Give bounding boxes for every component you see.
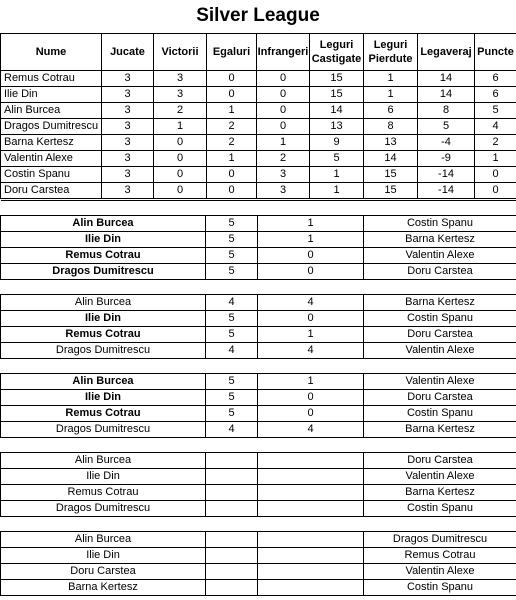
standings-cell-losses: 0 [257, 103, 310, 119]
standings-cell-won: 9 [310, 135, 364, 151]
separator-cell [364, 280, 516, 295]
standings-cell-losses: 3 [257, 167, 310, 183]
separator-cell [364, 359, 516, 374]
separator-cell [1, 438, 206, 453]
match-row [1, 216, 516, 232]
match-home-player: Dragos Dumitrescu [1, 343, 206, 359]
match-home-score [206, 453, 258, 469]
separator-cell [206, 280, 258, 295]
match-home-player: Remus Cotrau [1, 327, 206, 343]
separator-cell [1, 517, 206, 532]
standings-cell-wins: 0 [154, 167, 207, 183]
match-row [1, 469, 516, 485]
match-row [1, 311, 516, 327]
match-row [1, 343, 516, 359]
standings-row [1, 151, 516, 167]
header-jucate: Jucate [102, 34, 154, 71]
standings-cell-points: 0 [475, 183, 516, 199]
match-home-score: 5 [206, 374, 258, 390]
match-row [1, 264, 516, 280]
matches-table [0, 200, 516, 596]
match-home-player: Dragos Dumitrescu [1, 501, 206, 517]
match-row [1, 501, 516, 517]
match-away-score: 0 [258, 264, 364, 280]
standings-cell-losses: 3 [257, 183, 310, 199]
match-home-score: 5 [206, 390, 258, 406]
standings-cell-diff: 8 [418, 103, 475, 119]
standings-cell-diff: 5 [418, 119, 475, 135]
match-away-player: Costin Spanu [364, 501, 516, 517]
match-home-player: Barna Kertesz [1, 580, 206, 596]
standings-cell-played: 3 [102, 135, 154, 151]
match-away-player: Doru Carstea [364, 390, 516, 406]
header-legaveraj: Legaveraj [418, 34, 475, 71]
match-away-score [258, 469, 364, 485]
separator-cell [258, 438, 364, 453]
match-home-score: 5 [206, 264, 258, 280]
match-home-player: Ilie Din [1, 390, 206, 406]
standings-cell-draws: 1 [207, 151, 257, 167]
standings-cell-played: 3 [102, 71, 154, 87]
standings-cell-points: 0 [475, 167, 516, 183]
separator-cell [1, 280, 206, 295]
standings-cell-won: 1 [310, 167, 364, 183]
match-home-score: 4 [206, 422, 258, 438]
standings-cell-wins: 0 [154, 135, 207, 151]
standings-row [1, 87, 516, 103]
standings-cell-losses: 0 [257, 71, 310, 87]
match-home-player: Alin Burcea [1, 216, 206, 232]
standings-cell-name: Dragos Dumitrescu [1, 119, 102, 135]
standings-cell-diff: -14 [418, 183, 475, 199]
match-home-score [206, 532, 258, 548]
standings-cell-played: 3 [102, 87, 154, 103]
standings-cell-played: 3 [102, 167, 154, 183]
round-separator [1, 438, 516, 453]
standings-cell-played: 3 [102, 151, 154, 167]
standings-cell-name: Ilie Din [1, 87, 102, 103]
standings-cell-draws: 1 [207, 103, 257, 119]
match-home-player: Alin Burcea [1, 374, 206, 390]
match-home-player: Ilie Din [1, 311, 206, 327]
match-away-player: Doru Carstea [364, 453, 516, 469]
match-home-score: 5 [206, 406, 258, 422]
match-home-player: Ilie Din [1, 548, 206, 564]
standings-cell-won: 1 [310, 183, 364, 199]
match-home-player: Remus Cotrau [1, 485, 206, 501]
standings-cell-draws: 0 [207, 71, 257, 87]
standings-cell-lost: 14 [364, 151, 418, 167]
match-row [1, 485, 516, 501]
separator-cell [258, 280, 364, 295]
match-home-score [206, 580, 258, 596]
standings-cell-points: 1 [475, 151, 516, 167]
standings-cell-name: Alin Burcea [1, 103, 102, 119]
standings-cell-points: 5 [475, 103, 516, 119]
match-home-score: 5 [206, 327, 258, 343]
match-away-score [258, 453, 364, 469]
match-away-player: Costin Spanu [364, 406, 516, 422]
separator-cell [206, 359, 258, 374]
standings-cell-draws: 0 [207, 183, 257, 199]
separator-cell [206, 201, 258, 216]
match-away-player: Remus Cotrau [364, 548, 516, 564]
match-home-score: 5 [206, 216, 258, 232]
match-away-player: Dragos Dumitrescu [364, 532, 516, 548]
sheet-title: Silver League [196, 5, 320, 26]
match-away-score: 1 [258, 374, 364, 390]
match-away-score: 0 [258, 390, 364, 406]
standings-cell-draws: 2 [207, 119, 257, 135]
match-away-score [258, 580, 364, 596]
separator-cell [1, 201, 206, 216]
round-separator [1, 359, 516, 374]
standings-cell-lost: 13 [364, 135, 418, 151]
standings-cell-name: Valentin Alexe [1, 151, 102, 167]
match-home-score: 4 [206, 343, 258, 359]
match-away-score [258, 564, 364, 580]
match-home-score: 5 [206, 248, 258, 264]
match-away-player: Valentin Alexe [364, 248, 516, 264]
match-away-player: Valentin Alexe [364, 564, 516, 580]
standings-cell-draws: 0 [207, 167, 257, 183]
match-home-player: Remus Cotrau [1, 406, 206, 422]
match-away-player: Barna Kertesz [364, 295, 516, 311]
separator-cell [364, 201, 516, 216]
match-away-score: 1 [258, 216, 364, 232]
standings-cell-points: 2 [475, 135, 516, 151]
round-separator [1, 201, 516, 216]
standings-cell-lost: 15 [364, 167, 418, 183]
match-away-score: 4 [258, 343, 364, 359]
match-away-player: Valentin Alexe [364, 469, 516, 485]
match-row [1, 406, 516, 422]
standings-cell-losses: 0 [257, 119, 310, 135]
match-away-score: 0 [258, 248, 364, 264]
match-home-player: Alin Burcea [1, 295, 206, 311]
match-row [1, 390, 516, 406]
match-away-player: Costin Spanu [364, 311, 516, 327]
match-away-score: 1 [258, 232, 364, 248]
match-home-score [206, 485, 258, 501]
match-row [1, 532, 516, 548]
standings-cell-wins: 3 [154, 71, 207, 87]
match-row [1, 580, 516, 596]
match-home-player: Ilie Din [1, 232, 206, 248]
round-separator [1, 280, 516, 295]
match-home-score [206, 548, 258, 564]
match-home-player: Dragos Dumitrescu [1, 264, 206, 280]
match-row [1, 295, 516, 311]
header-nume: Nume [1, 34, 102, 71]
separator-cell [258, 359, 364, 374]
match-home-player: Alin Burcea [1, 453, 206, 469]
header-puncte: Puncte [475, 34, 516, 71]
standings-cell-wins: 0 [154, 183, 207, 199]
match-away-player: Doru Carstea [364, 264, 516, 280]
match-away-player: Barna Kertesz [364, 485, 516, 501]
header-infrangeri: Infrangeri [257, 34, 310, 71]
match-away-player: Doru Carstea [364, 327, 516, 343]
match-home-score: 5 [206, 232, 258, 248]
match-home-player: Alin Burcea [1, 532, 206, 548]
match-home-score [206, 564, 258, 580]
standings-cell-draws: 2 [207, 135, 257, 151]
standings-cell-points: 6 [475, 71, 516, 87]
standings-cell-diff: -14 [418, 167, 475, 183]
match-away-player: Valentin Alexe [364, 374, 516, 390]
match-away-score: 0 [258, 311, 364, 327]
separator-cell [258, 517, 364, 532]
match-away-score [258, 501, 364, 517]
separator-cell [206, 438, 258, 453]
match-row [1, 422, 516, 438]
header-egaluri: Egaluri [207, 34, 257, 71]
separator-cell [1, 359, 206, 374]
standings-cell-played: 3 [102, 103, 154, 119]
standings-cell-diff: 14 [418, 71, 475, 87]
match-home-player: Ilie Din [1, 469, 206, 485]
match-home-player: Remus Cotrau [1, 248, 206, 264]
match-row [1, 548, 516, 564]
standings-cell-draws: 0 [207, 87, 257, 103]
match-home-player: Doru Carstea [1, 564, 206, 580]
standings-cell-lost: 1 [364, 71, 418, 87]
standings-row [1, 167, 516, 183]
separator-cell [364, 438, 516, 453]
match-away-player: Valentin Alexe [364, 343, 516, 359]
separator-cell [364, 517, 516, 532]
standings-cell-lost: 1 [364, 87, 418, 103]
standings-cell-wins: 3 [154, 87, 207, 103]
match-home-score [206, 501, 258, 517]
standings-cell-won: 13 [310, 119, 364, 135]
match-row [1, 453, 516, 469]
standings-cell-lost: 8 [364, 119, 418, 135]
header-victorii: Victorii [154, 34, 207, 71]
match-away-score: 4 [258, 295, 364, 311]
standings-cell-points: 4 [475, 119, 516, 135]
standings-row [1, 119, 516, 135]
match-row [1, 232, 516, 248]
match-home-score: 4 [206, 295, 258, 311]
standings-cell-diff: 14 [418, 87, 475, 103]
standings-cell-losses: 0 [257, 87, 310, 103]
standings-row [1, 183, 516, 199]
standings-cell-name: Remus Cotrau [1, 71, 102, 87]
match-home-player: Dragos Dumitrescu [1, 422, 206, 438]
match-away-player: Costin Spanu [364, 216, 516, 232]
header-leguri-pierdute: Leguri Pierdute [364, 34, 418, 71]
match-away-score: 4 [258, 422, 364, 438]
standings-row [1, 103, 516, 119]
standings-header-row [1, 34, 516, 71]
standings-cell-name: Barna Kertesz [1, 135, 102, 151]
match-away-score: 1 [258, 327, 364, 343]
standings-row [1, 135, 516, 151]
standings-cell-won: 14 [310, 103, 364, 119]
standings-cell-played: 3 [102, 119, 154, 135]
standings-cell-name: Costin Spanu [1, 167, 102, 183]
match-away-score: 0 [258, 406, 364, 422]
standings-cell-diff: -9 [418, 151, 475, 167]
match-away-score [258, 532, 364, 548]
standings-cell-losses: 2 [257, 151, 310, 167]
separator-cell [206, 517, 258, 532]
standings-cell-losses: 1 [257, 135, 310, 151]
standings-cell-wins: 0 [154, 151, 207, 167]
match-row [1, 374, 516, 390]
standings-cell-played: 3 [102, 183, 154, 199]
standings-cell-lost: 15 [364, 183, 418, 199]
standings-table [0, 33, 516, 199]
standings-cell-won: 15 [310, 87, 364, 103]
match-away-player: Barna Kertesz [364, 422, 516, 438]
match-row [1, 564, 516, 580]
match-row [1, 327, 516, 343]
round-separator [1, 517, 516, 532]
match-away-player: Barna Kertesz [364, 232, 516, 248]
standings-cell-won: 5 [310, 151, 364, 167]
standings-cell-lost: 6 [364, 103, 418, 119]
standings-cell-won: 15 [310, 71, 364, 87]
standings-cell-points: 6 [475, 87, 516, 103]
standings-cell-wins: 1 [154, 119, 207, 135]
match-away-player: Costin Spanu [364, 580, 516, 596]
standings-cell-name: Doru Carstea [1, 183, 102, 199]
header-leguri-castigate: Leguri Castigate [310, 34, 364, 71]
match-away-score [258, 485, 364, 501]
standings-cell-diff: -4 [418, 135, 475, 151]
match-row [1, 248, 516, 264]
standings-row [1, 71, 516, 87]
match-away-score [258, 548, 364, 564]
standings-cell-wins: 2 [154, 103, 207, 119]
match-home-score [206, 469, 258, 485]
match-home-score: 5 [206, 311, 258, 327]
separator-cell [258, 201, 364, 216]
